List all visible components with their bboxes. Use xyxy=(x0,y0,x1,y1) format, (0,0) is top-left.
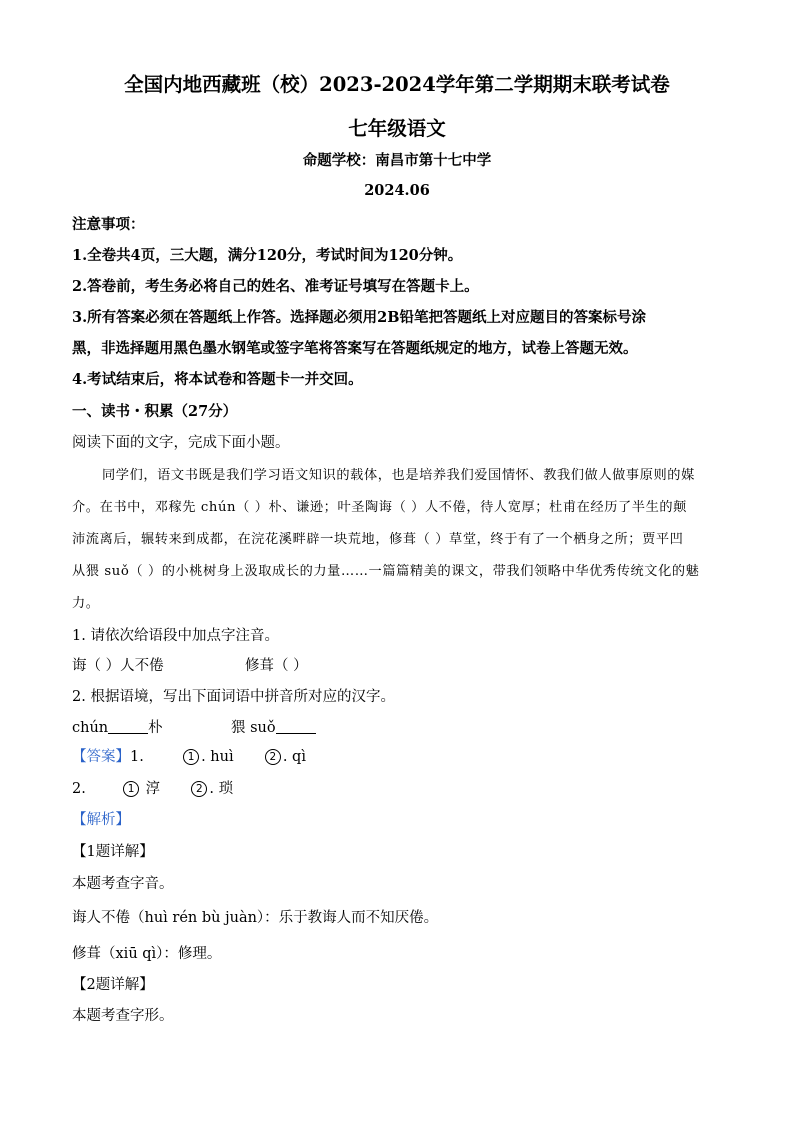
section-heading: 一、读书・积累（27分） xyxy=(72,403,238,420)
notice-item: 2.答卷前，考生务必将自己的姓名、准考证号填写在答题卡上。 xyxy=(72,278,479,295)
exam-title: 全国内地西藏班（校）2023-2024学年第二学期期末联考试卷 xyxy=(124,73,670,96)
passage-line: 从猥 suǒ（ ）的小桃树身上汲取成长的力量……一篇篇精美的课文，带我们领略中华优秀传统文化的魅 xyxy=(72,564,700,579)
exam-date: 2024.06 xyxy=(364,182,430,199)
notice-item: 3.所有答案必须在答题纸上作答。选择题必须用2B铅笔把答题纸上对应题目的答案标号涂 xyxy=(72,309,646,326)
question-2-a-suffix: 朴 xyxy=(148,720,163,736)
detail-1-text: 本题考查字音。 xyxy=(72,876,174,892)
answer-text: . 琐 xyxy=(209,781,234,797)
passage-line: 力。 xyxy=(72,596,100,611)
passage-line: 沛流离后，辗转来到成都，在浣花溪畔辟一块荒地，修葺（ ）草堂，终于有了一个栖身之所；贾平凹 xyxy=(72,532,684,547)
section-instruction: 阅读下面的文字，完成下面小题。 xyxy=(72,435,290,451)
answer-blank xyxy=(276,721,316,734)
question-1-item-b: 修葺（ ） xyxy=(245,658,308,674)
detail-2-heading: 【2题详解】 xyxy=(72,977,154,993)
detail-1-text: 诲人不倦（huì rén bù juàn）：乐于教诲人而不知厌倦。 xyxy=(72,910,439,926)
detail-1-text: 修葺（xiū qì）：修理。 xyxy=(72,946,222,962)
answer-label: 【答案】 xyxy=(72,749,130,765)
circled-number-icon: 2 xyxy=(265,749,281,765)
notice-item: 1.全卷共4页，三大题，满分120分，考试时间为120分钟。 xyxy=(72,247,463,264)
question-2-item-b xyxy=(231,716,316,737)
question-1-item-a: 诲（ ）人不倦 xyxy=(72,658,164,674)
answer-text: . qì xyxy=(282,749,306,765)
circled-number-icon: 1 xyxy=(123,781,139,797)
notice-item: 4.考试结束后，将本试卷和答题卡一并交回。 xyxy=(72,371,363,388)
passage-line: 介。在书中，邓稼先 chún（ ）朴、谦逊；叶圣陶诲（ ）人不倦，待人宽厚；杜甫在经历了半生的颠 xyxy=(72,500,687,515)
answer-row-2 xyxy=(72,777,233,798)
detail-2-text: 本题考查字形。 xyxy=(72,1008,174,1024)
answer-row-number: 2. xyxy=(72,781,86,797)
answer-row-number: 1. xyxy=(130,749,144,765)
answer-text: 淳 xyxy=(141,781,161,797)
question-2-b-pinyin: 猥 suǒ xyxy=(231,720,276,736)
circled-number-icon: 2 xyxy=(191,781,207,797)
answer-text: . huì xyxy=(201,749,234,765)
notice-item: 黑，非选择题用黑色墨水钢笔或签字笔将答案写在答题纸规定的地方，试卷上答题无效。 xyxy=(72,340,638,357)
exam-subtitle: 七年级语文 xyxy=(348,117,446,140)
question-2-a-pinyin: chún xyxy=(72,720,109,736)
analysis-label: 【解析】 xyxy=(72,812,130,828)
question-1: 1. 请依次给语段中加点字注音。 xyxy=(72,628,279,644)
question-2: 2. 根据语境，写出下面词语中拼音所对应的汉字。 xyxy=(72,689,395,705)
circled-number-icon: 1 xyxy=(183,749,199,765)
question-2-item-a xyxy=(72,716,163,737)
notice-heading: 注意事项： xyxy=(72,216,145,233)
answer-row-1 xyxy=(72,745,306,766)
exam-school: 命题学校：南昌市第十七中学 xyxy=(302,152,492,169)
passage-line: 同学们，语文书既是我们学习语文知识的载体，也是培养我们爱国情怀、教我们做人做事原则的媒 xyxy=(102,468,695,483)
answer-blank xyxy=(108,721,148,734)
detail-1-heading: 【1题详解】 xyxy=(72,844,154,860)
